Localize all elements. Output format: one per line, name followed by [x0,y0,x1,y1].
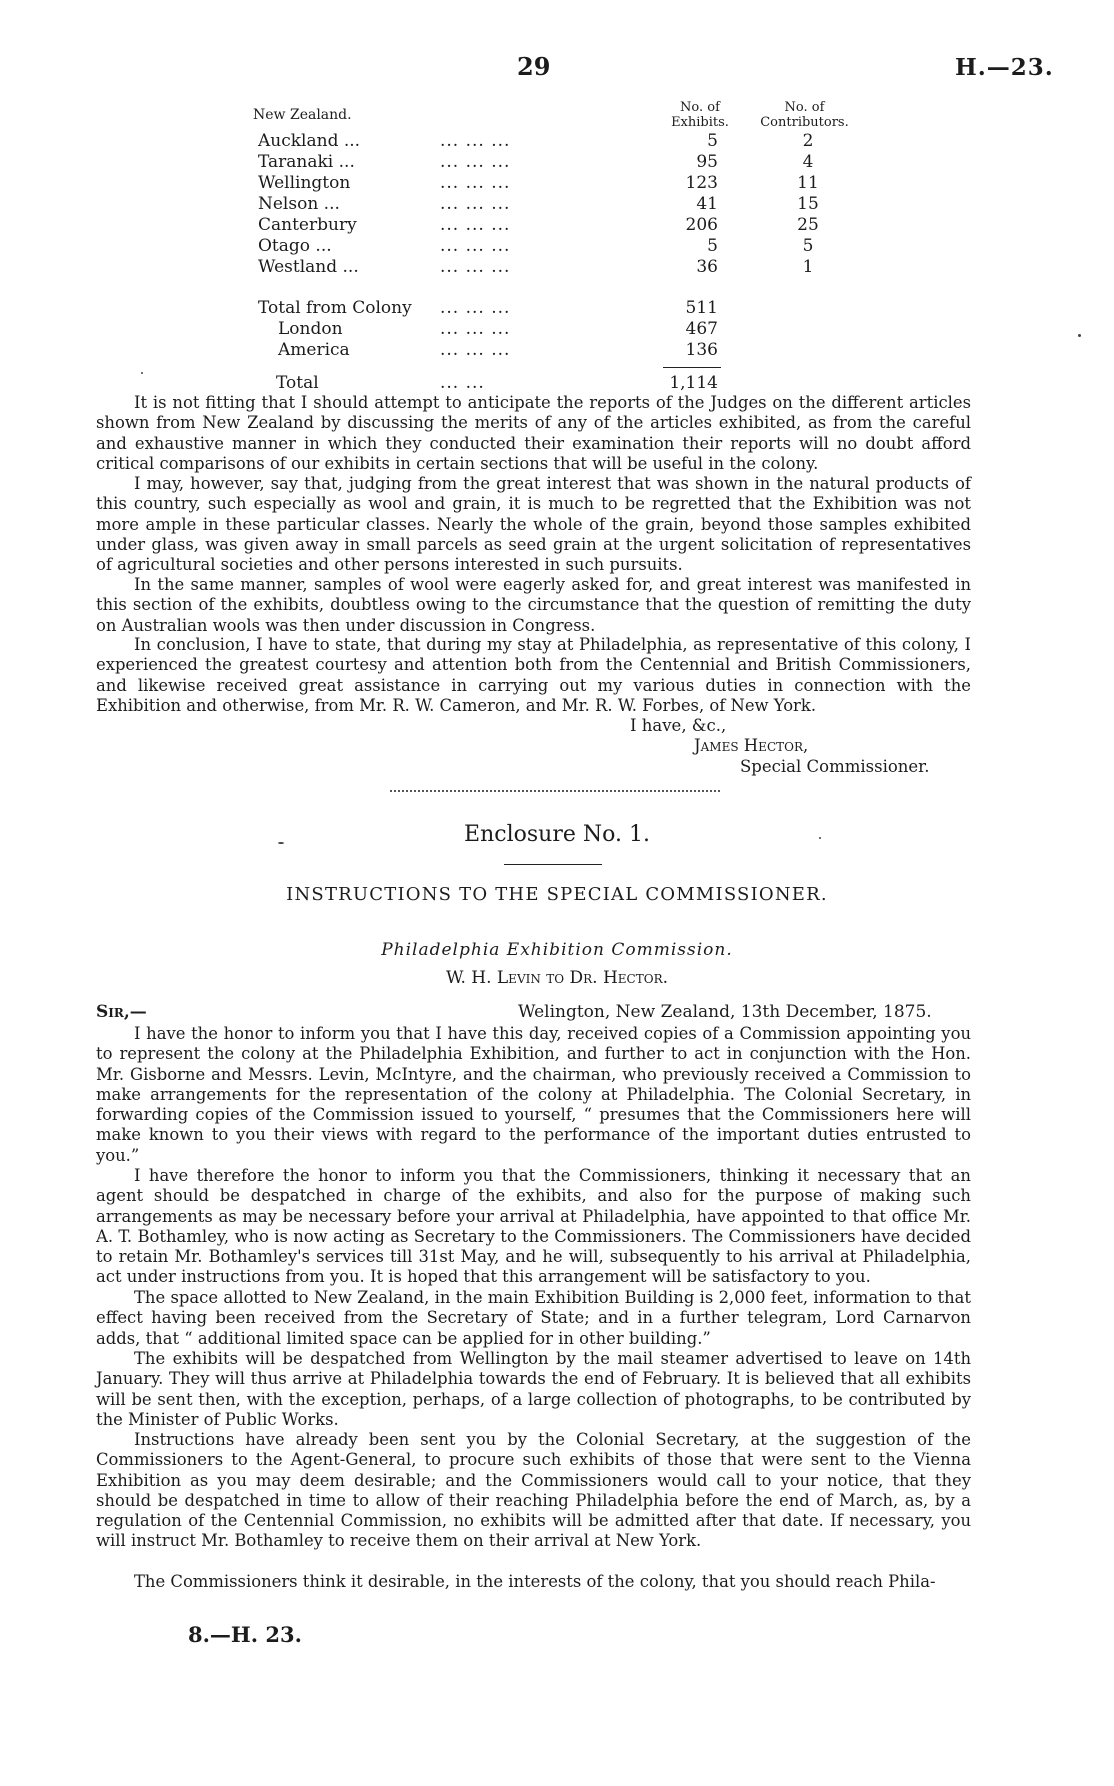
paper-speck [1078,334,1081,337]
row-exhibits: 1,114 [669,373,718,393]
row-name: London [278,319,343,339]
table-row [258,257,858,278]
commission-name: Philadelphia Exhibition Commission. [381,940,733,960]
enclosure-title: Enclosure No. 1. [464,822,650,847]
row-leader: ... ... ... [440,319,511,339]
row-name: Total [276,373,319,393]
letter-paragraph: It is not fitting that I should attempt to anticipate the reports of the Judges on the different articles shown from New Zealand by discussing the merits of any of the articles exhibited, as from the careful and exhaustive manner in which they conducted their examination their reports will no doubt afford critical comparisons of our exhibits in certain sections that will be useful in the colony. [96,393,971,473]
dateline: Welington, New Zealand, 13th December, 1875. [518,1002,932,1022]
row-name: Canterbury [258,215,357,235]
row-name: Taranaki ... [258,152,355,172]
row-name: Total from Colony [258,298,412,318]
table-row [258,131,858,152]
table-row [258,152,858,173]
row-exhibits: 123 [685,173,718,193]
signature-closing: I have, &c., [630,716,727,735]
row-exhibits: 467 [685,319,718,339]
row-leader: ... ... ... [440,152,511,172]
row-leader: ... ... [440,373,485,393]
row-exhibits: 511 [685,298,718,318]
table-row [258,236,858,257]
row-exhibits: 206 [685,215,718,235]
signature-name: James Hector, [694,736,809,755]
enclosure-paragraph: I have therefore the honor to inform you that the Commissioners, thinking it necessary that an agent should be despatched in charge of the exhibits, and also for the purpose of making such arrangements as may be necessary before your arrival at Philadelphia, have appointed to that office Mr. A. T. Bothamley, who is now acting as Secretary to the Commissioners. The Commissioners have decided to retain Mr. Bothamley's services till 31st May, and he will, subsequently to his arrival at Philadelphia, act under instructions from you. It is hoped that this arrangement will be satisfactory to you. [96,1166,971,1287]
row-leader: ... ... ... [440,257,511,277]
column-header-contributors: No. of Contributors. [760,100,849,130]
row-name: Westland ... [258,257,359,277]
row-name: Wellington [258,173,351,193]
table-region-heading: New Zealand. [253,107,352,123]
row-exhibits: 95 [696,152,718,172]
row-contributors: 5 [802,236,814,256]
letter-paragraph: In conclusion, I have to state, that during my stay at Philadelphia, as representative of this colony, I experienced the greatest courtesy and attention both from the Centennial and British Commissioners, and likewise received great assistance in carrying out my various duties in connection with the Exhibition and otherwise, from Mr. R. W. Cameron, and Mr. R. W. Forbes, of New York. [96,635,971,715]
row-leader: ... ... ... [440,173,511,193]
table-row [258,215,858,236]
page-number: 29 [517,52,551,81]
table-row [258,194,858,215]
row-leader: ... ... ... [440,236,511,256]
enclosure-paragraph: The Commissioners think it desirable, in the interests of the colony, that you should reach Phila- [134,1572,936,1591]
enclosure-heading: INSTRUCTIONS TO THE SPECIAL COMMISSIONER. [286,884,828,905]
row-leader: ... ... ... [440,215,511,235]
title-rule [504,864,602,865]
paper-speck [819,837,821,839]
letter-paragraph: I may, however, say that, judging from the great interest that was shown in the natural products of this country, such especially as wool and grain, it is much to be regretted that the Exhibition was not more ample in these particular classes. Nearly the whole of the grain, beyond those samples exhibited under glass, was given away in small parcels as seed grain at the urgent solicitation of representatives of agricultural societies and other persons interested in such pursuits. [96,474,971,575]
row-leader: ... ... ... [440,194,511,214]
enclosure-paragraph: I have the honor to inform you that I have this day, received copies of a Commission appointing you to represent the colony at the Philadelphia Exhibition, and further to act in conjunction with the Hon. Mr. Gisborne and Messrs. Levin, McIntyre, and the chairman, who previously received a Commission to make arrangements for the representation of the colony at Philadelphia. The Colonial Secretary, in forwarding copies of the Commission issued to yourself, “ presumes that the Commissioners here will make known to you their views with regard to the performance of the important duties entrusted to you.” [96,1024,971,1165]
row-leader: ... ... ... [440,131,511,151]
enclosure-paragraph: Instructions have already been sent you by the Colonial Secretary, at the suggestion of the Commissioners to the Agent-General, to procure such exhibits of those that were sent to the Vienna Exhibition as you may deem desirable; and the Commissioners would call to your notice, that they should be despatched in time to allow of their reaching Philadelphia before the end of March, as, by a regulation of the Centennial Commission, no exhibits will be admitted after that date. If necessary, you will instruct Mr. Bothamley to receive them on their arrival at New York. [96,1430,971,1551]
row-name: Otago ... [258,236,332,256]
section-separator [390,790,720,792]
row-exhibits: 41 [696,194,718,214]
row-exhibits: 136 [685,340,718,360]
signature-title: Special Commissioner. [740,757,930,776]
row-leader: ... ... ... [440,340,511,360]
document-reference: H.—23. [955,54,1054,81]
row-name: Nelson ... [258,194,340,214]
enclosure-paragraph: The space allotted to New Zealand, in the main Exhibition Building is 2,000 feet, information to that effect having been received from the Secretary of State; and in a further telegram, Lord Carnarvon adds, that “ additional limited space can be applied for in other building.” [96,1288,971,1348]
row-exhibits: 36 [696,257,718,277]
table-total-row [258,340,858,361]
letter-paragraph: In the same manner, samples of wool were eagerly asked for, and great interest was manifested in this section of the exhibits, doubtless owing to the circumstance that the question of remitting the duty on Australian wools was then under discussion in Congress. [96,575,971,635]
row-contributors: 25 [797,215,819,235]
row-name: America [278,340,350,360]
table-total-row [258,319,858,340]
row-exhibits: 5 [707,131,718,151]
table-total-row [258,298,858,319]
total-rule [663,367,721,368]
row-leader: ... ... ... [440,298,511,318]
row-exhibits: 5 [707,236,718,256]
table-row [258,173,858,194]
row-contributors: 11 [797,173,819,193]
enclosure-paragraph: The exhibits will be despatched from Wellington by the mail steamer advertised to leave on 14th January. They will thus arrive at Philadelphia towards the end of February. It is believed that all exhibits will be sent then, with the exception, perhaps, of a large collection of photographs, to be contributed by the Minister of Public Works. [96,1349,971,1429]
column-header-exhibits: No. of Exhibits. [671,100,729,130]
row-contributors: 1 [802,257,814,277]
row-contributors: 4 [802,152,814,172]
row-name: Auckland ... [258,131,361,151]
from-to-line: W. H. Levin to Dr. Hector. [445,968,669,988]
salutation: Sir,— [96,1002,147,1022]
grand-total-row [258,373,858,394]
paper-speck [278,842,284,844]
row-contributors: 2 [802,131,814,151]
row-contributors: 15 [797,194,819,214]
paper-speck [141,372,143,374]
signature-mark: 8.—H. 23. [188,1622,302,1647]
